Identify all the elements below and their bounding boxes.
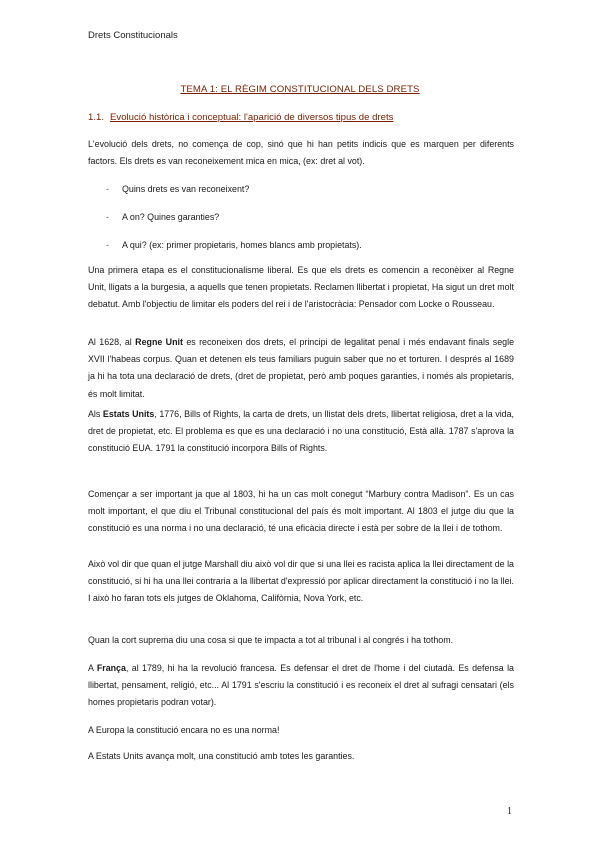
section-number: 1.1.: [88, 112, 105, 123]
text-run: , al 1789, hi ha la revolució francesa. Es defensar el dret de l'home i del ciutadà. Es defensa la llibertat, pensament, religió, etc... Al 1791 s'escriu la constitució i es reconeix el dret al sufragi censatari (els homes propietaris podran votar).: [88, 663, 514, 708]
bullet-dash: -: [106, 212, 109, 222]
text-run: , 1776, Bills of Rights, la carta de drets, un llistat dels drets, llibertat religiosa, dret a la vida, dret de propietat, etc. El problema es que es una declaració i no una constitució, Està allà. 1787 s'aprova la constitució EUA. 1791 la constitució incorpora Bills of Rights.: [88, 409, 515, 454]
paragraph-cort-suprema: Quan la cort suprema diu una cosa si que te impacta a tot al tribunal i al congrés i ha tothom.: [88, 635, 454, 645]
text-run: Al 1628, al: [88, 337, 136, 347]
bullet-item: [106, 182, 249, 196]
text-run: Als: [88, 409, 103, 419]
paragraph-estats-units: [88, 406, 514, 458]
text-run: es reconeixen dos drets, el principi de legalitat penal i més endavant finals segle XVII l'habeas corpus. Quan et detenen els teus familiars puguin saber que no et torturen. I després al 1689 ja hi ha tota una declaració de drets, (dret de propietat, però amb poques garanties, i només als propietaris, és molt limitat.: [88, 337, 515, 399]
bullet-text: Quins drets es van reconeixent?: [122, 184, 250, 194]
paragraph-marshall: Això vol dir que quan el jutge Marshall diu això vol dir que si una llei es racista aplica la llei directament de la constitució, si hi ha una llei contraria a la llibertat d'expressió por aplicar directament la constitució i no la llei. I això ho faran tots els jutges de Oklahoma, Califòrnia, Nova York, etc.: [88, 559, 514, 604]
paragraph-europa: A Europa la constitució encara no es una norma!: [88, 725, 280, 735]
bullet-item: [106, 210, 219, 224]
paragraph-franca: [88, 660, 514, 712]
paragraph-marbury: Començar a ser important ja que al 1803, hi ha un cas molt conegut “Marbury contra Madison”. Es un cas molt important, el que diu el Tribunal constitucional del país és molt important. Al 1803 el jutge diu que la constitució es una norma i no una declaració, té una eficàcia directe i està per sobre de la llei i de tothom.: [88, 489, 514, 534]
page-number: 1: [507, 806, 512, 817]
bullet-dash: -: [106, 240, 109, 250]
paragraph-eua: A Estats Units avança molt, una constitució amb totes les garanties.: [88, 751, 355, 761]
section-heading: [88, 112, 393, 123]
bullet-item: [106, 238, 362, 252]
bold-term: Regne Unit: [135, 337, 183, 347]
intro-paragraph: L'evolució dels drets, no comença de cop, sinó que hi han petits indicis que es marquen per diferents factors. Els drets es van reconeixement mica en mica, (ex: dret al vot).: [88, 139, 514, 167]
paragraph-regne-unit: [88, 334, 514, 403]
bold-term: França: [96, 663, 126, 673]
section-title: Evolució històrica i conceptual: l'aparició de diversos tipus de drets: [110, 112, 394, 123]
bullet-text: A qui? (ex: primer propietaris, homes blancs amb propietats).: [122, 240, 362, 250]
bold-term: Estats Units: [102, 409, 155, 419]
bullet-text: A on? Quines garanties?: [122, 212, 220, 222]
bullet-dash: -: [106, 184, 109, 194]
running-header: Drets Constitucionals: [88, 30, 178, 41]
text-run: A: [88, 663, 97, 673]
chapter-title: TEMA 1: EL RÈGIM CONSTITUCIONAL DELS DRETS: [180, 84, 420, 95]
paragraph-liberal: Una primera etapa es el constitucionalisme liberal. Es que els drets es comencin a reconèixer al Regne Unit, lligats a la burgesia, a aquells que tenen propietats. Reclamen llibertat i propietat, Ha sigut un dret molt debatut. Amb l'objectiu de limitar els poders del rei i de l'aristocràcia: Pensador com Locke o Rousseau.: [88, 265, 514, 310]
